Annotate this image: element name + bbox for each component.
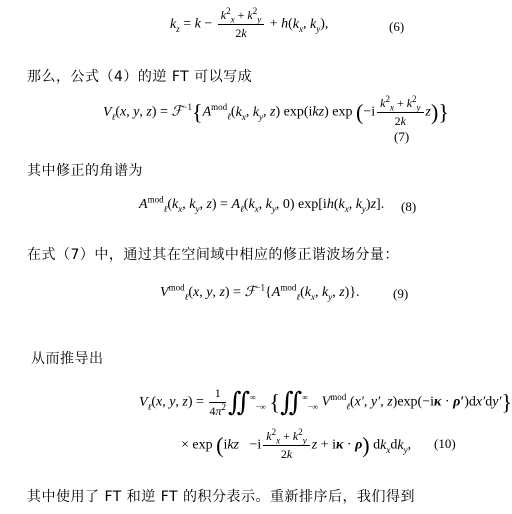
equation-7: $V_\ell(x$, y, $z) = ℱ^{-1}\{A^{mod}_\ell(k_x$, $k_y$, z) exp(ikz) exp (−i $\frac{k^2_x + k^2_y}{2k}$ z)} bbox=[103, 94, 449, 128]
equation-7-number: (7) bbox=[394, 129, 410, 144]
paragraph-text-4: 从而推导出 bbox=[31, 351, 104, 367]
equation-10-line-2: × exp (ikz −i $\frac{k^2_x + k^2_y}{2k}$ z + iκ · ρ) $dk_xdk_y$, bbox=[181, 427, 412, 461]
equation-10-line-1: $V_\ell(x$, y, z) = $\frac{1}{4\pi^2}$ $∬^\infty_{-\infty}$ {$∬^\infty_{-\infty}$ $V^{mod}_\ell(x'$, y′, z)exp(−iκ · ρ′)dx′dy′} bbox=[139, 386, 512, 418]
paragraph-text-1: 那么，公式（4）的逆 FT 可以写成 bbox=[27, 69, 253, 85]
equation-6: $k_z = k$ − $\frac{k^2_x + k^2_y}{2k}$ + $h(k_x$, $k_y$), bbox=[170, 6, 329, 40]
equation-10-number: (10) bbox=[434, 436, 456, 451]
equation-6-number: (6) bbox=[389, 19, 405, 34]
paragraph-text-2: 其中修正的角谱为 bbox=[27, 163, 143, 179]
paragraph-text-5: 其中使用了 FT 和逆 FT 的积分表示。重新排序后，我们得到 bbox=[27, 489, 416, 505]
equation-9: $V^{mod}_\ell(x$, y, $z) = ℱ^{-1}\{A^{mod}_\ell(k_x$, $k_y$, z)}. bbox=[160, 282, 360, 302]
equation-8: $A^{mod}_\ell(k_x$, $k_y$, $z) = A_\ell(k_x$, $k_y$, 0) $\exp[ih(k_x$, $k_y)z$]. bbox=[139, 194, 385, 214]
equation-8-number: (8) bbox=[401, 199, 417, 214]
paragraph-text-3: 在式（7）中，通过其在空间域中相应的修正谐波场分量： bbox=[27, 247, 399, 263]
equation-9-number: (9) bbox=[393, 286, 409, 301]
